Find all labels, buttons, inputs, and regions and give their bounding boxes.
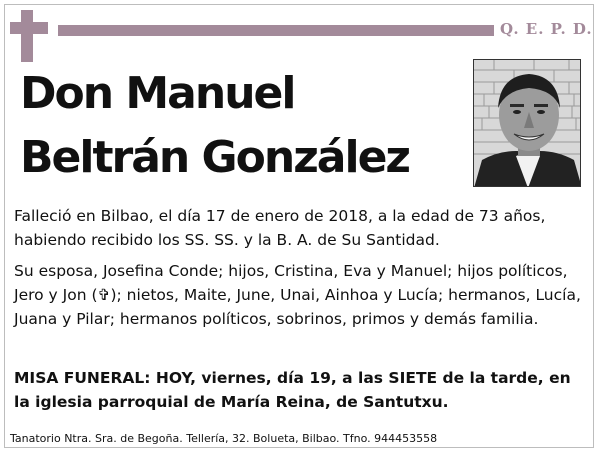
qepd-label: Q. E. P. D. [500,20,593,38]
deceased-name-line1: Don Manuel [20,68,295,119]
cross-icon [21,10,33,62]
header-rule [58,25,494,36]
deceased-name-line2: Beltrán González [20,132,410,183]
funeral-home-info: Tanatorio Ntra. Sra. de Begoña. Tellería, 32. Bolueta, Bilbao. Tfno. 944453558 [10,432,438,445]
death-announcement: Falleció en Bilbao, el día 17 de enero de 2018, a la edad de 73 años, habiendo recibido los SS. SS. y la B. A. de Su Santidad. [14,207,546,249]
portrait-image [474,60,581,187]
portrait-photo [473,59,581,187]
family-list: Su esposa, Josefina Conde; hijos, Cristina, Eva y Manuel; hijos políticos, Jero y Jon (✞); nietos, Maite, June, Unai, Ainhoa y Lucía; hermanos, Lucía, Juana y Pilar; hermanos políticos, sobrinos, primos y demás familia. [14,262,581,328]
funeral-mass-details: MISA FUNERAL: HOY, viernes, día 19, a las SIETE de la tarde, en la iglesia parroquial de María Reina, de Santutxu. [14,369,571,411]
cross-icon-crossbar [10,22,48,34]
